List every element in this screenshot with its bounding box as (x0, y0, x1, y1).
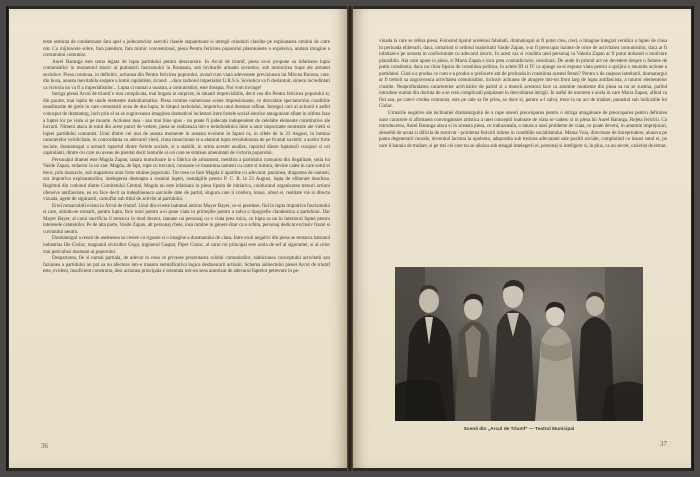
left-paragraph: Aurel Baranga este tema legata de lupta partidului pentru desavarsire. In Arcul de triumf, piesa ce-si propune sa infatiseze lupta comunistilor in momentul istoric al prabusirii fascismului in Romania, sub loviturile armatei sovietice, sub inmiscirea trupe ale armatei sovietice. Piesa continua, in definitiv, actiunea din Pentru fericirea poporului, avand cum viata adevereste previziunea lui Mircea Burnea, care, din boxa, anunta inevitabila surpare a lumii capitaliste, zicand: ...daca razboiul imperialist U.R.S.S. Sovietica va fi deslantuit, sintem incredintati ca victoria nu va fi a imperialistilor... Lupta ci numai a noastra, a comunistilor, este dreapta. Noi vom invinge! (43, 58, 330, 91)
photo-caption: Scenă din „Arcul de Triumf” — Teatrul Municipal (463, 427, 575, 432)
right-page (353, 9, 691, 468)
left-paragraph: Eroii remarcabili exista in Arcul de triumf. Unul din ei este batranul anticar Mayer Bayer, ce-si pierduse, fiul in lupta impotriva fascismului si care, stiindu-se urmarit, pentru lupta, face totul pentru a-si pune viata in primejdie pentru a salva o tipografie clandestina a partidului. Dar Mayer Bayer, al carui sacrificiu il remarca in mod decent, ramane un personaj cu o viata prea mica, cu lupta sa nu in interiorul luptei pentru interesele cetatenilor. Pe de alta parte, Vasile Zapan, alt personaj cheie, insa ramine in genere doar ca o schita, personaj dedicat exclusiv frazei si cuvintului neutru. (43, 202, 330, 235)
left-page (9, 9, 347, 468)
left-paragraph: teste sentinta de condamnare fara apel a judecatoriior asevitii clasele stapanitoare si intregii orinduiri clasdite pe exploatarea omului de catre om. Cu mijloacele sobre, fara patetism, fara mimic conventional, piesa Pentru fericirea poporului plasmuieste o expresiva, unitara imagine a crezumului comunist. (43, 39, 330, 59)
right-paragraph: Urmarile negative ale inclinatiei dramaturgului de a rupe uneori preocuparea pentru o intriga atragatoare de preocuparea pentru definirea unor caractere si afirmarea convingatoare artistica a unei conceptii inaintate de viata se vadesc si in piesa lui Aurel Baranga, Rejeta fericirii. Ca introducerea, Aurel Baranga ataca si in aceasta piesa, cu indrazneala, o latura a unei probleme de viata, ce poate deveni, in anumite imprejurari, deosebit de acuta si dificila de rezolvat - problema fericirii intime in conditiile socialismului. Mama Vuia, directoare de intreprindere, aluneca pe panta degenerarii morale, devenind lacoma la opulenta, adapostita sub trezirea adevaratei sale pozitii sociale, complotind cu insusi sotul ei, pe care il banuia de tradare, si pe toti cei care nu se aliniau sub steagul intelegerii ei, personaj si inteligent si, in plus, ca un secret, carierist de temut. (379, 110, 667, 149)
left-page-body (43, 39, 330, 447)
left-paragraph: Personajul dramei este Magda Zapan, tanara muncitoare la o fabrica de armament, membra a partidului comunist din ilegalitate, sotia lui Vasile Zapan, redactor la un ziar. Magda, de fapt, rupe cu trecutul, cunoaste ce inseamna oameni cu carte si tortura, devine calea in care sotul ei trece, prin marsavie, sub stapanirea unor forte straine poporului. Tot ceea ce face Magda ii apartine cu adevarat: pasiunea, dragostea de oameni, ura impotriva exploatatorilor, intelegerea desteapta a rostului luptei, nostalgiile pentru P. C. R. la 23 August, lupta de eliberare deschisa. Regimul din cotlonul dintre Comitetului Central, Magda nu este infatisata in piesa lipsita de initiativa, conducand organizarea trenuri actiuni ofensive antifasciste, ea nu face decit sa indeplineasca sarcinile date de partid, singura care ii confera, totusi, omul ei, realitate vie si directa vizuala, agent de sigurantii, camuflat sub titlul de activist al partidului. (43, 156, 330, 203)
right-page-number: 37 (660, 440, 667, 448)
stage-photo-image (395, 267, 643, 421)
left-paragraph: Despartarea, fie si numai partiala, de adevar in ceea ce priveste prezentarea rolului comunistilor, slabiciunea conceptului activitatii sau fuziunea a partidului nu pot sa nu afecteze intr-o masura semnificativa logica desfasurarii actiunii. Schema subiectului piesei Arcul de triumf este, evident, insuficient construita, desi actiunea principala e orientata intr-un sens autorizat de adevarul faptelor petrecute in pe- (43, 255, 330, 275)
open-book (6, 6, 694, 471)
book-edge-left (6, 6, 8, 471)
book-edge-right (692, 6, 694, 471)
right-page-body (379, 38, 667, 266)
right-paragraph: vioada la care se refera piesa. Folosind tiparul aceleiasi fabulatii, dramaturgul ar fi putut crea, cred, o imagine integral veridica a luptei de clasa in perioada eliberarii, daca, urmarind si ordinul majoritatii Vasile Zapan, s-ar fi preocupat inainte de orice de activitatea comunistilor, daca ar fi infatisat-o pe aceasta in conformitate cu adevarul istoric. In acest caz si conditia unei personaj ca Valeria Zapan ar fi putut dobandi o motivare plauzibila. Aia cum apare in piesa, si Maria Zapan e inca prea contradictorie, neunitara. De unde in primul act ne devedere despre o femeie de putin constienta, daca nu chiar lipsita de constiinta politica, in actele III si IV ca ajunge sa-si expuna viata pentru a sprijini o anumita actiune a partidului. Cind s-a produs ce cum s-a produs o prefacere atit de profunda in constiinta acestei femei? Pentru a da raspuns intrebarii, dramaturgul ar fi trebuit sa zugraveasca activitatea comunistilor, inclusiv actiunea de atragere intr-un front larg de lupta antifascista, a tuturor elementelor cinstite. Neaprofundarea caracterelor activistilor de partid si a muncii acestora face ca anumite momente din piesa sa nu se sustina, parind introduse numai din dorinta de a se crea complicatii palpitante in dezvoltarea intrigii. In astfel de moment e acela in care Maria Zapan, aflind ca fiul sau, pe care-l credea comunist, este pe cale sa fie prins, se duce si, pentru a-l salva, trece la un act de tradare, parasind sub indicatiile lui Ciolac. (379, 38, 667, 110)
left-paragraph: Dramaturgul a reusit de asemenea sa creeze cu rigoare si o imagine a dusmanului de clasa. Intre eroii negativi din piesa se remarca batranul industrias Ilie Ciolac, magnatul sivicultor Gogu, inginerul Gaspar, Piper Ciolac, al carui rol principal este acela de sef al sigurantei, si al celor mai periculosi dusmani ai poporului. (43, 235, 330, 255)
left-page-number: 36 (41, 442, 48, 450)
left-paragraph: Intriga piesei Arcul de triumf e mai complicata, mai bogata in surprize, in situatii imprevizibile, decit cea din Pentru fericirea poporului si, din pacate, mai ispita de unele elemente melodramatice. Piesa contine numeroase scene impresionante, ce dezvaluie spectatorului conditiile neasfmarite de grele in care comunistii avea de dus lupta, in timpul razboiului, impotriva unui dusman rafinat. Intregul curs al actiunii e astfel conceput de dramaturg, incit prin el sa se zugraveasca imaginea dramaticei inclestari intre fortele social-istorice antagoniste aflate in ultima faza a luptei lor pe viata si pe moarte. Actiunea insa - sau mai bine spus - nu poate fi judecata independent de celelalte elemente constitutive ale lucrarii. Nimeni ataca in totul din acest punct de vedere, piesa se realizeaza intr-o neindoielnica linie a unor importante momente ale vietii si luptei partidului comunist. Unul dintre cei mai de seama momente in aceasta evolutie in faptul ca, in zilele de la 23 August, in lumina caracterelor veridicitate, in concordanta cu adevarul vietii, clasa muncitoare si-a alaturat lupta revolutionara de pe frontul sovietic a acelor forte sociale, dramaturgul a urmarit raportul dintre fortele sociale, si a stabilit, in urma acestei analize, raportul dintre luptatorii curajosi si cei capitulanti, dintre cei care nu aveau de pierdut decit lanturile si cei care se simteau amenintati de victoria poporului. (43, 91, 330, 157)
stage-photo (395, 267, 643, 421)
